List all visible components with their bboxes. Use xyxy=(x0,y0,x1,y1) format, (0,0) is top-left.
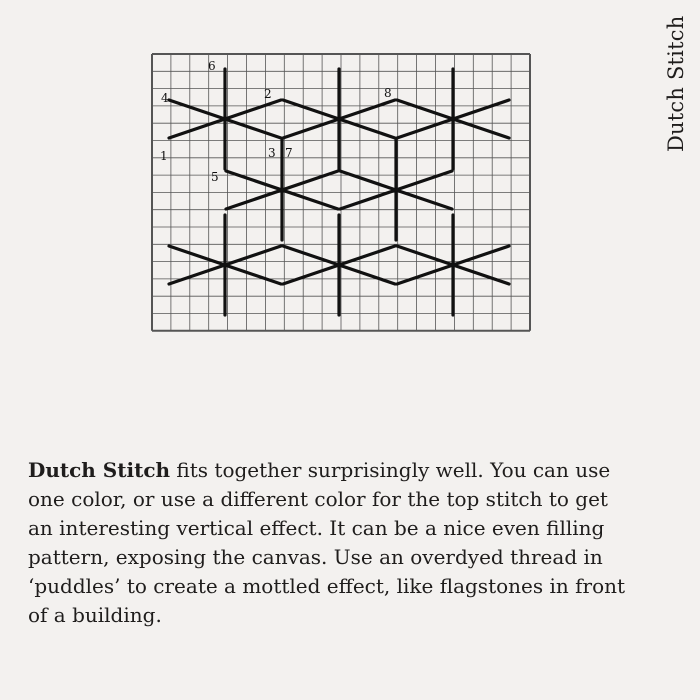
canvas-grid xyxy=(152,54,530,331)
paragraph-line-2: one color, or use a different color for the top stitch to get xyxy=(28,487,608,511)
step-labels xyxy=(160,59,392,184)
step-label-3: 3 xyxy=(268,146,276,160)
paragraph-line-6: of a building. xyxy=(28,603,162,627)
stitch-name: Dutch Stitch xyxy=(28,458,171,482)
paragraph-line-4: pattern, exposing the canvas. Use an overdyed thread in xyxy=(28,545,603,569)
step-label-4: 4 xyxy=(161,91,169,105)
step-label-6: 6 xyxy=(208,59,216,73)
step-label-5: 5 xyxy=(211,170,219,184)
paragraph-line-5: ‘puddles’ to create a mottled effect, like flagstones in front xyxy=(28,574,626,598)
paragraph-line-3: an interesting vertical effect. It can be a nice even filling xyxy=(28,516,605,540)
step-label-7: 7 xyxy=(285,146,293,160)
step-label-8: 8 xyxy=(384,86,392,100)
page-side-title: Dutch Stitch xyxy=(664,15,688,152)
description-paragraph xyxy=(28,456,688,630)
step-label-2: 2 xyxy=(264,87,272,101)
step-label-1: 1 xyxy=(160,149,168,163)
paragraph-line-1: fits together surprisingly well. You can use xyxy=(170,458,611,482)
